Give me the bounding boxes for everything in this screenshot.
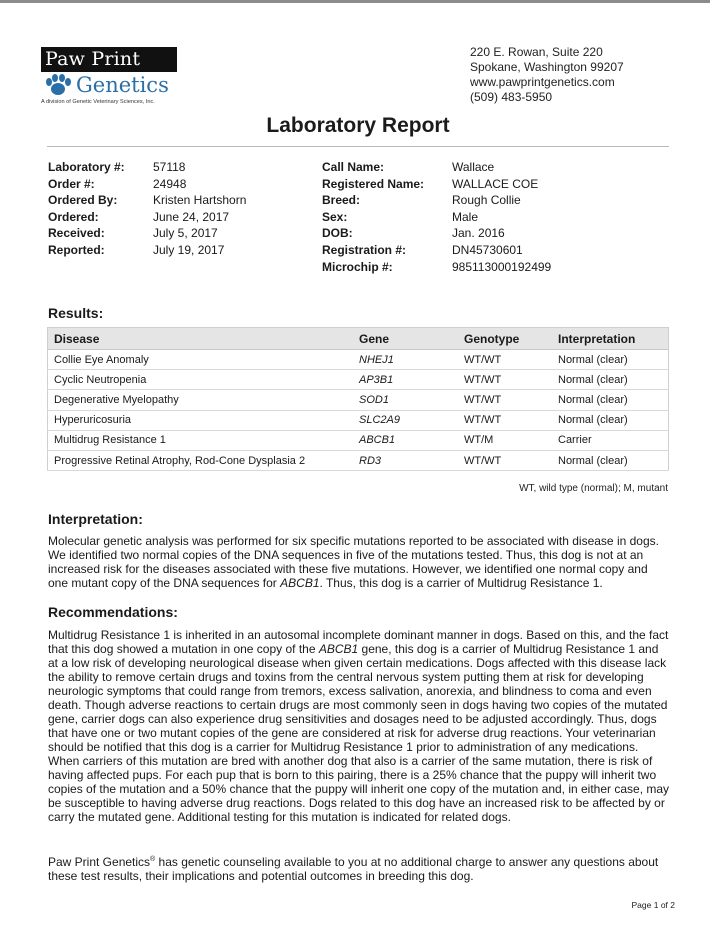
interpretation-text-part: Molecular genetic analysis was performed for six specific mutations reported to be associated with disease in dogs. We identified two normal copies of the DNA sequences in five of the mutations tested. Thus, this dog is not at an increased risk for the diseases associated with these five mutations. However, we identified one normal copy and one mutant copy of the DNA sequences for bbox=[48, 534, 659, 590]
dog-info bbox=[322, 159, 551, 275]
phone-number: (509) 483-5950 bbox=[470, 90, 553, 104]
disease-cell: Hyperuricosuria bbox=[48, 410, 354, 430]
title-divider bbox=[47, 146, 669, 147]
genotype-cell: WT/M bbox=[458, 430, 552, 450]
info-row bbox=[48, 209, 246, 226]
address-line: Spokane, Washington 99207 bbox=[470, 60, 624, 74]
info-label: Order #: bbox=[48, 176, 95, 191]
logo-tagline: A division of Genetic Veterinary Sciences, Inc. bbox=[41, 99, 155, 105]
info-value: Wallace bbox=[452, 160, 495, 174]
info-value: Male bbox=[452, 209, 479, 224]
info-row bbox=[322, 192, 551, 209]
interpretation-heading: Interpretation: bbox=[48, 511, 143, 527]
recommendations-text-part: gene, this dog is a carrier of Multidrug Resistance 1 and at a low risk of developing neurological disease when given certain medications. Dogs affected with this disease lack the ability to remove certain drugs and toxins from the central nervous system putting them at risk for developing neurologic symptoms that could range from tremors, excess salivation, anorexia, and blindness to coma and even death. Though adverse reactions to certain drugs are most commonly seen in dogs having two copies of the mutated gene, carrier dogs can also experience drug sensitivities and dosages need to be adjusted accordingly. Thus, dogs that have one or two mutant copies of the gene are considered at risk for adverse drug reactions. Your veterinarian should be notified that this dog is a carrier for Multidrug Resistance 1 prior to administration of any medications. When carriers of this mutation are bred with another dog that also is a carrier of the same mutation, there is risk of having affected pups. For each pup that is born to this pairing, there is a 25% chance that the puppy will inherit two copies of the mutation and a 50% chance that the puppy will inherit one copy of the mutation and, in either case, may be susceptible to having adverse drug reactions. Dogs related to this dog have an increased risk to be affected by or carry the mutated gene. Additional testing for this mutation is indicated for related dogs. bbox=[48, 642, 670, 824]
table-row bbox=[48, 370, 669, 390]
info-value: DN45730601 bbox=[452, 242, 523, 257]
recommendations-heading: Recommendations: bbox=[48, 604, 178, 620]
interpretation-cell: Normal (clear) bbox=[552, 410, 669, 430]
info-value: WALLACE COE bbox=[452, 176, 539, 191]
interpretation-text-part: . Thus, this dog is a carrier of Multidrug Resistance 1. bbox=[319, 576, 603, 590]
page-number: Page 1 of 2 bbox=[631, 900, 675, 910]
results-table bbox=[47, 327, 669, 471]
info-row bbox=[322, 159, 551, 176]
logo-text-bottom: Genetics bbox=[76, 73, 169, 97]
registered-mark: ® bbox=[150, 856, 156, 863]
info-value: June 24, 2017 bbox=[153, 209, 230, 224]
info-label: Call Name: bbox=[322, 160, 385, 174]
gene-cell: SOD1 bbox=[353, 390, 458, 410]
disease-cell: Cyclic Neutropenia bbox=[48, 370, 354, 390]
info-value: 985113000192499 bbox=[452, 259, 552, 274]
info-row bbox=[48, 225, 246, 242]
genotype-legend: WT, wild type (normal); M, mutant bbox=[519, 483, 668, 494]
website-link[interactable]: www.pawprintgenetics.com bbox=[470, 75, 615, 89]
disease-cell: Multidrug Resistance 1 bbox=[48, 430, 354, 450]
interpretation-cell: Carrier bbox=[552, 430, 669, 450]
gene-cell: AP3B1 bbox=[353, 370, 458, 390]
info-value: 57118 bbox=[153, 160, 186, 174]
table-row bbox=[48, 430, 669, 450]
company-logo bbox=[41, 47, 177, 109]
interpretation-text bbox=[48, 534, 670, 590]
info-row bbox=[322, 225, 551, 242]
logo-text-top: Paw Print bbox=[41, 47, 177, 72]
info-value: July 19, 2017 bbox=[153, 242, 225, 257]
company-address bbox=[470, 45, 624, 105]
info-row bbox=[48, 242, 246, 259]
recommendations-text bbox=[48, 628, 670, 824]
info-row bbox=[322, 259, 551, 276]
info-row bbox=[322, 209, 551, 226]
disease-cell: Progressive Retinal Atrophy, Rod-Cone Dysplasia 2 bbox=[48, 450, 354, 470]
info-value: Jan. 2016 bbox=[452, 226, 505, 241]
table-row bbox=[48, 350, 669, 370]
column-header-interpretation: Interpretation bbox=[552, 328, 669, 350]
info-row bbox=[322, 242, 551, 259]
table-row bbox=[48, 390, 669, 410]
column-header-gene: Gene bbox=[353, 328, 458, 350]
gene-name: ABCB1 bbox=[280, 576, 320, 590]
info-row bbox=[48, 192, 246, 209]
info-row bbox=[48, 176, 246, 193]
info-label: Reported: bbox=[48, 242, 105, 257]
info-row bbox=[48, 159, 246, 176]
disease-cell: Degenerative Myelopathy bbox=[48, 390, 354, 410]
info-label: Registered Name: bbox=[322, 176, 425, 191]
info-value: Rough Collie bbox=[452, 193, 521, 208]
table-header-row bbox=[48, 328, 669, 350]
table-row bbox=[48, 450, 669, 470]
info-label: Microchip #: bbox=[322, 259, 393, 274]
results-heading: Results: bbox=[48, 305, 104, 321]
genotype-cell: WT/WT bbox=[458, 390, 552, 410]
disease-cell: Collie Eye Anomaly bbox=[48, 350, 354, 370]
address-line: 220 E. Rowan, Suite 220 bbox=[470, 45, 603, 59]
genotype-cell: WT/WT bbox=[458, 350, 552, 370]
column-header-genotype: Genotype bbox=[458, 328, 552, 350]
table-row bbox=[48, 410, 669, 430]
column-header-disease: Disease bbox=[48, 328, 354, 350]
counseling-text bbox=[48, 853, 670, 883]
info-label: Received: bbox=[48, 226, 105, 241]
info-label: Ordered: bbox=[48, 209, 99, 224]
genotype-cell: WT/WT bbox=[458, 410, 552, 430]
info-label: Sex: bbox=[322, 209, 348, 224]
gene-cell: SLC2A9 bbox=[353, 410, 458, 430]
report-title: Laboratory Report bbox=[266, 114, 450, 137]
info-value: Kristen Hartshorn bbox=[153, 193, 247, 208]
interpretation-cell: Normal (clear) bbox=[552, 350, 669, 370]
info-row bbox=[322, 176, 551, 193]
gene-name: ABCB1 bbox=[318, 642, 359, 656]
interpretation-cell: Normal (clear) bbox=[552, 450, 669, 470]
info-label: Registration #: bbox=[322, 242, 407, 257]
paw-print-icon bbox=[41, 73, 75, 97]
interpretation-cell: Normal (clear) bbox=[552, 370, 669, 390]
gene-cell: NHEJ1 bbox=[353, 350, 458, 370]
company-name: Paw Print Genetics bbox=[48, 855, 151, 869]
top-border bbox=[0, 0, 710, 3]
info-value: 24948 bbox=[153, 176, 187, 191]
gene-cell: ABCB1 bbox=[353, 430, 458, 450]
info-label: Ordered By: bbox=[48, 193, 118, 208]
info-label: Laboratory #: bbox=[48, 160, 125, 174]
recommendations-text-part: Multidrug Resistance 1 is inherited in an autosomal incomplete dominant manner in dogs. Based on this, and the fact that this dog showed a mutation in one copy of the bbox=[48, 628, 669, 656]
interpretation-cell: Normal (clear) bbox=[552, 390, 669, 410]
gene-cell: RD3 bbox=[353, 450, 458, 470]
counseling-text-part: has genetic counseling available to you at no additional charge to answer any questions about these test results, their implications and potential outcomes in breeding this dog. bbox=[48, 855, 659, 883]
info-label: DOB: bbox=[322, 226, 353, 241]
genotype-cell: WT/WT bbox=[458, 450, 552, 470]
info-label: Breed: bbox=[322, 193, 361, 208]
genotype-cell: WT/WT bbox=[458, 370, 552, 390]
order-info bbox=[48, 159, 246, 259]
info-value: July 5, 2017 bbox=[153, 226, 218, 241]
